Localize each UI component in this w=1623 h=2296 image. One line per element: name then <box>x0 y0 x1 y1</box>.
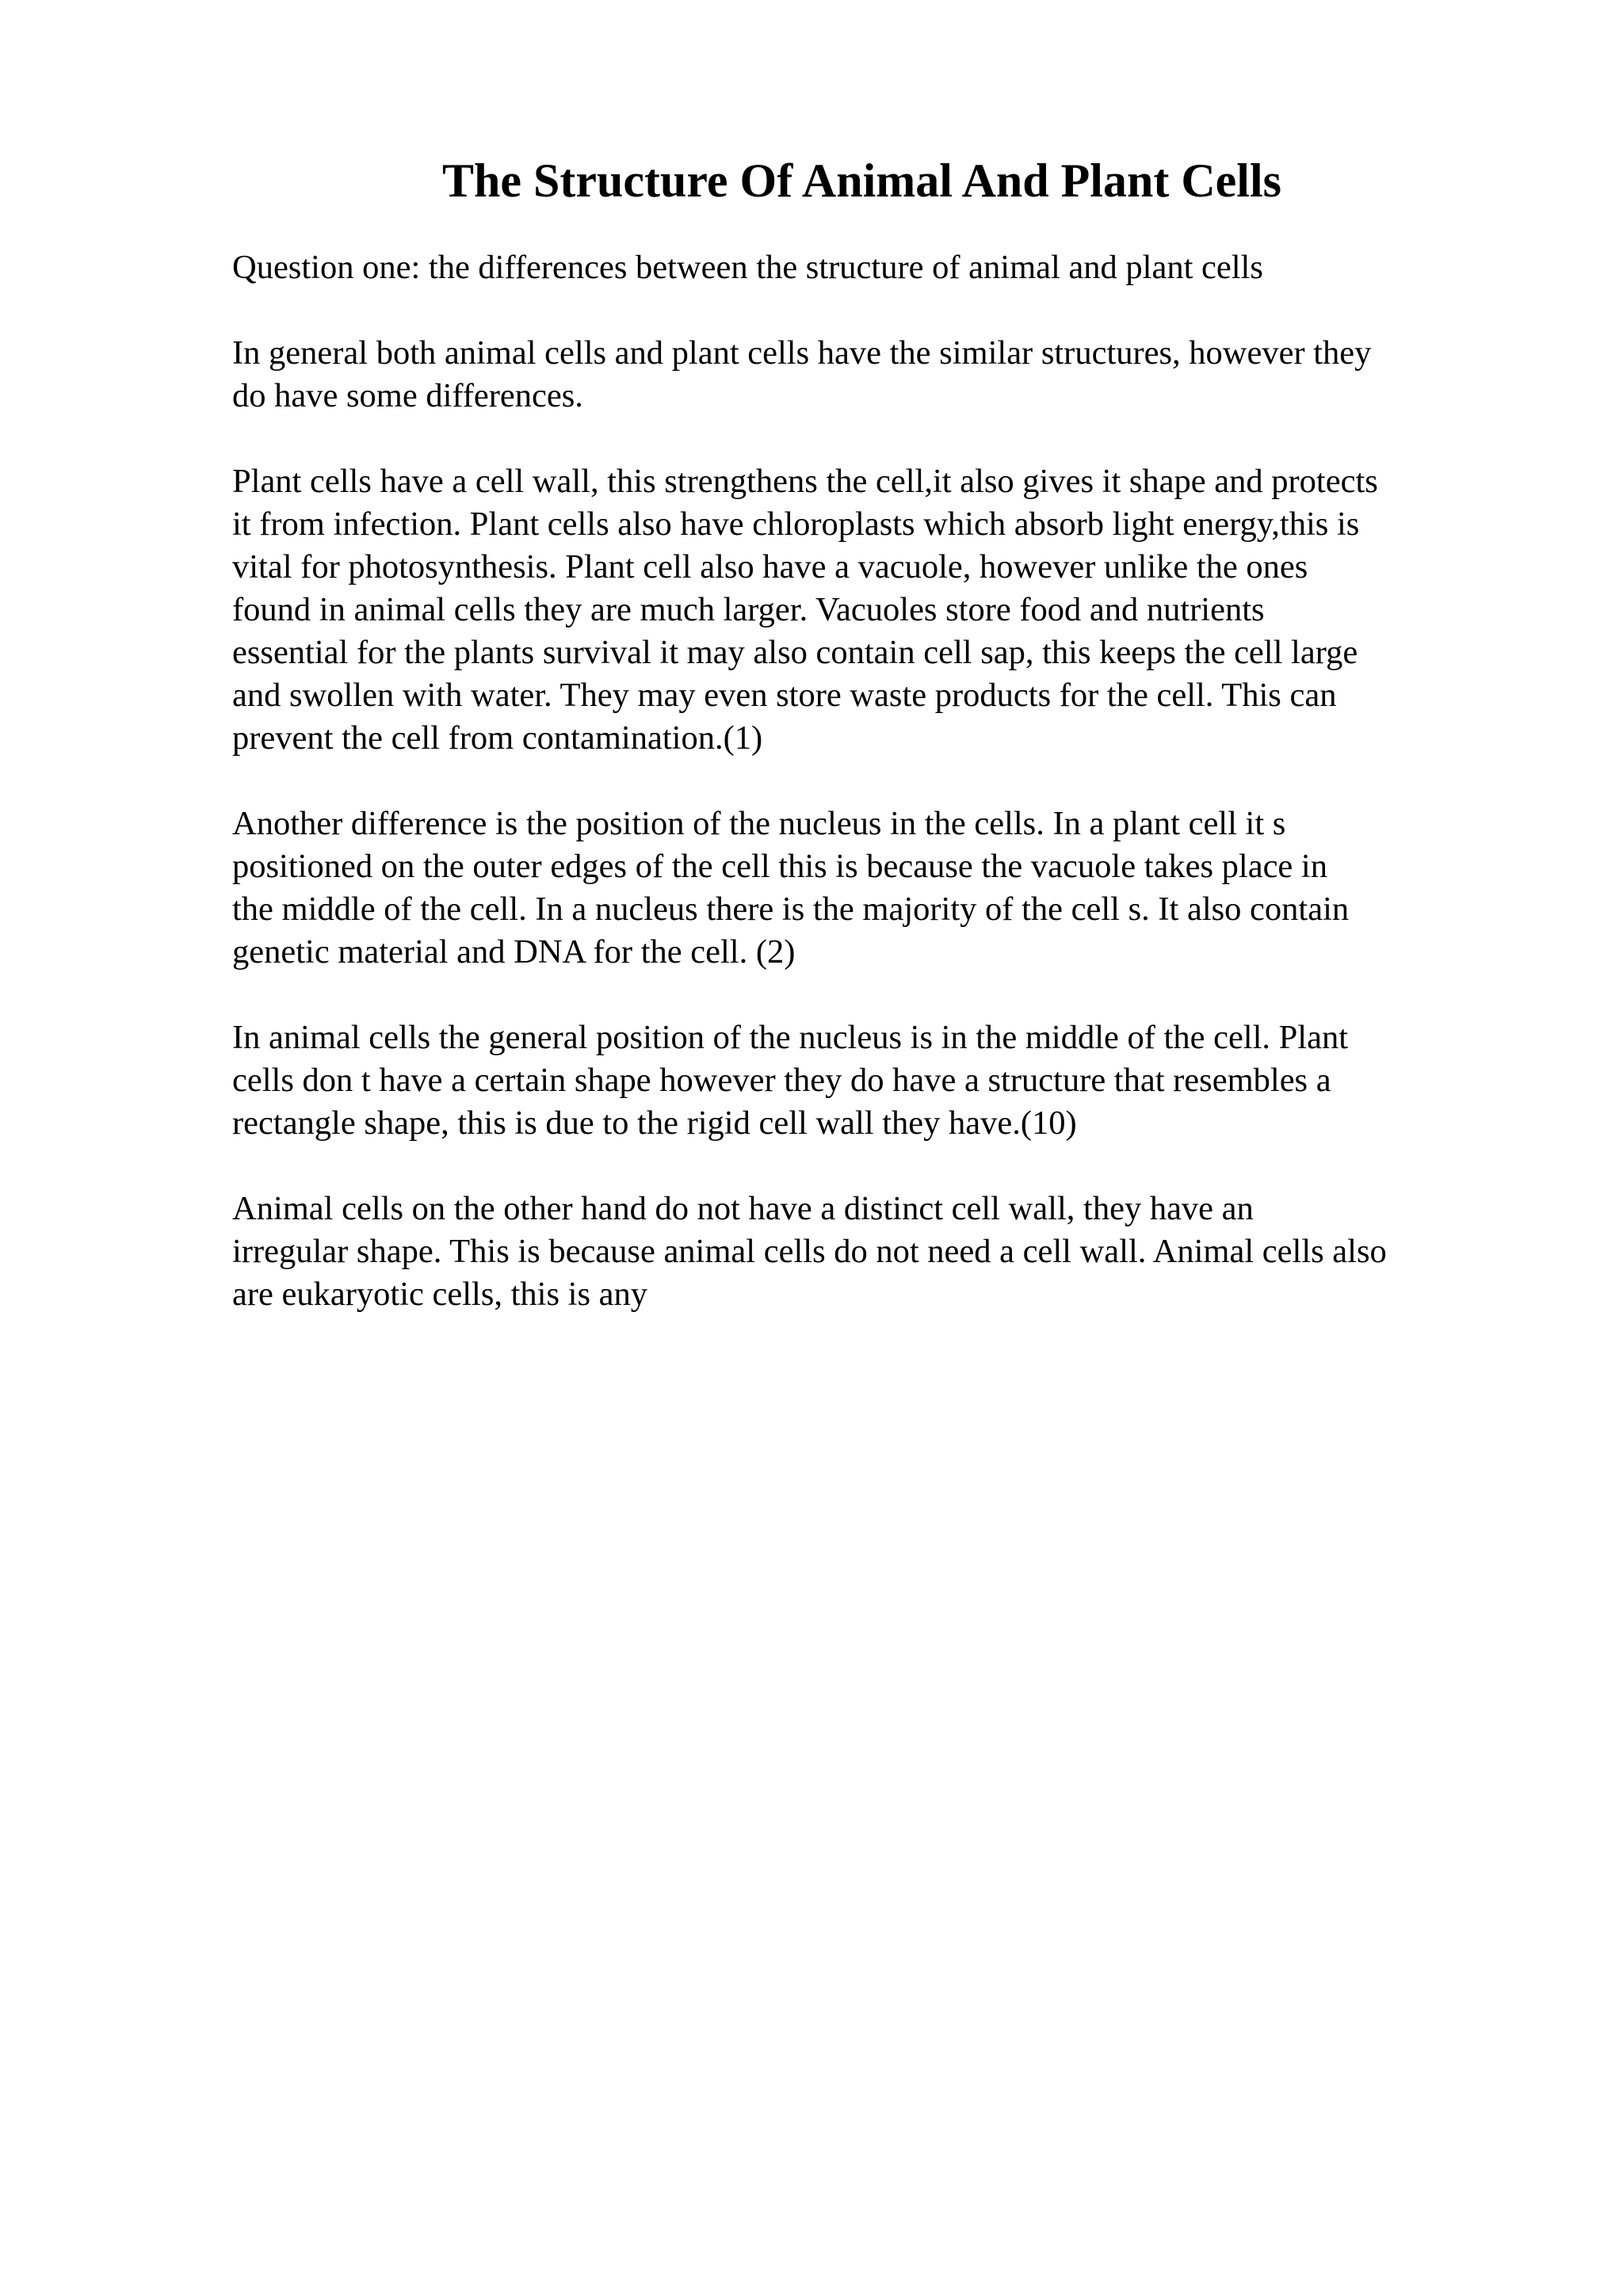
paragraph-intro <box>232 332 1548 418</box>
paragraph-line: are eukaryotic cells, this is any <box>232 1276 647 1313</box>
paragraph-plant-cells <box>232 460 1548 760</box>
paragraph-line: Plant cells have a cell wall, this strengthens the cell,it also gives it shape and protects <box>232 463 1378 500</box>
paragraph-line: genetic material and DNA for the cell. (2) <box>232 933 796 971</box>
paragraph-line: positioned on the outer edges of the cell this is because the vacuole takes place in <box>232 848 1327 885</box>
paragraph-line: Animal cells on the other hand do not have a distinct cell wall, they have an <box>232 1190 1254 1227</box>
paragraph-animal-cells <box>232 1188 1548 1316</box>
paragraph-line: prevent the cell from contamination.(1) <box>232 719 763 757</box>
paragraph-line: irregular shape. This is because animal cells do not need a cell wall. Animal cells also <box>232 1233 1387 1270</box>
paragraph-nucleus-position <box>232 803 1548 974</box>
document-title: The Structure Of Animal And Plant Cells <box>442 154 1281 207</box>
paragraph-line: In general both animal cells and plant cells have the similar structures, however they <box>232 334 1372 372</box>
paragraph-line: vital for photosynthesis. Plant cell also have a vacuole, however unlike the ones <box>232 548 1308 585</box>
paragraph-line: the middle of the cell. In a nucleus there is the majority of the cell s. It also contain <box>232 891 1350 928</box>
paragraph-line: it from infection. Plant cells also have chloroplasts which absorb light energy,this is <box>232 505 1360 543</box>
paragraph-line: Another difference is the position of the nucleus in the cells. In a plant cell it s <box>232 805 1286 842</box>
paragraph-question <box>232 246 1548 289</box>
paragraph-line: Question one: the differences between the structure of animal and plant cells <box>232 249 1263 286</box>
paragraph-line: rectangle shape, this is due to the rigid cell wall they have.(10) <box>232 1104 1077 1142</box>
paragraph-line: and swollen with water. They may even store waste products for the cell. This can <box>232 677 1337 714</box>
paragraph-animal-nucleus <box>232 1016 1548 1145</box>
paragraph-line: found in animal cells they are much larger. Vacuoles store food and nutrients <box>232 591 1265 628</box>
document-body <box>232 246 1548 1359</box>
paragraph-line: do have some differences. <box>232 377 583 414</box>
paragraph-line: In animal cells the general position of the nucleus is in the middle of the cell. Plant <box>232 1019 1349 1056</box>
paragraph-line: essential for the plants survival it may also contain cell sap, this keeps the cell large <box>232 634 1358 671</box>
paragraph-line: cells don t have a certain shape however they do have a structure that resembles a <box>232 1062 1331 1099</box>
